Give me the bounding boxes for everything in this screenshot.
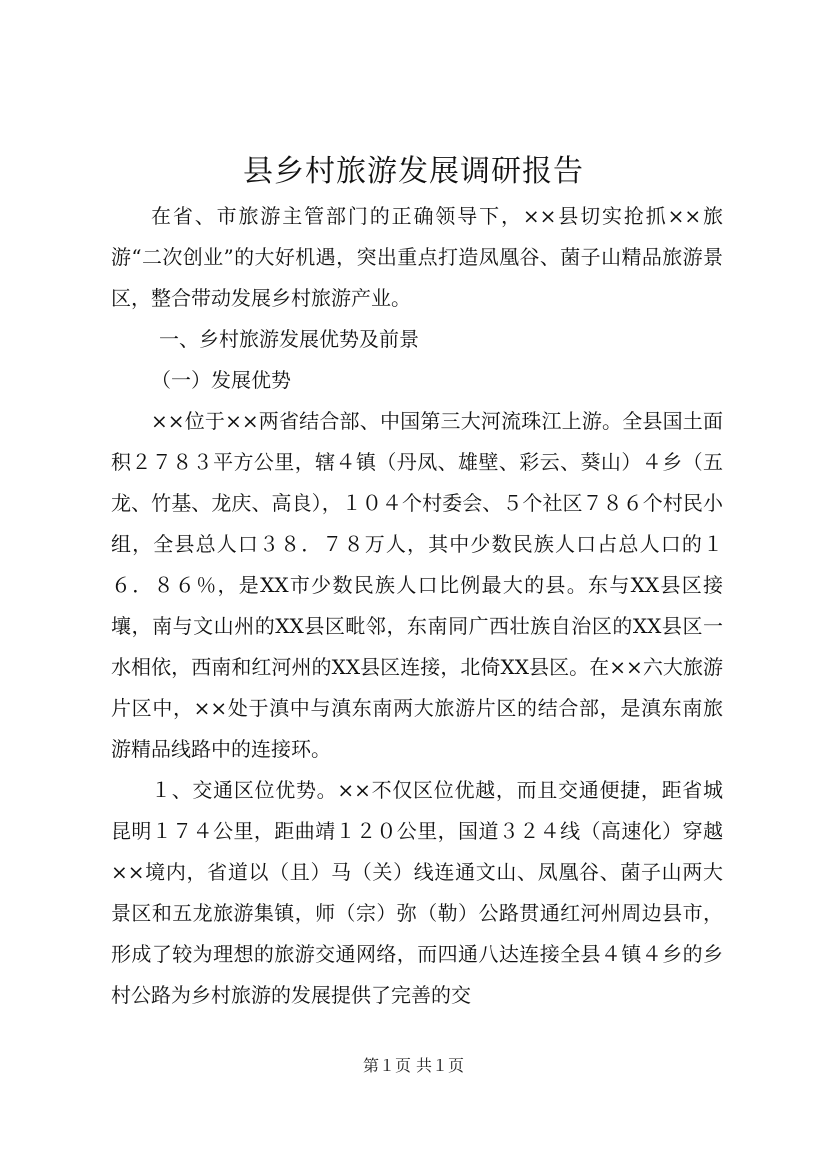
paragraph-intro: 在省、市旅游主管部门的正确领导下，××县切实抢抓××旅游“二次创业”的大好机遇，突出重点打造凤凰谷、菌子山精品旅游景区，整合带动发展乡村旅游产业。	[111, 204, 723, 310]
document-body	[111, 196, 723, 1016]
paragraph-transport: １、交通区位优势。××不仅区位优越，而且交通便捷，距省城昆明１７４公里，距曲靖１２０公里，国道３２４线（高速化）穿越××境内，省道以（且）马（关）线连通文山、凤凰谷、菌子山两大景区和五龙旅游集镇，师（宗）弥（勒）公路贯通红河州周边县市，形成了较为理想的旅游交通网络，而四通八达连接全县４镇４乡的乡村公路为乡村旅游的发展提供了完善的交	[111, 778, 723, 1007]
section-heading: 一、乡村旅游发展优势及前景	[159, 327, 419, 351]
paragraph-location: ××位于××两省结合部、中国第三大河流珠江上游。全县国土面积２７８３平方公里，辖４镇（丹凤、雄壁、彩云、葵山）４乡（五龙、竹基、龙庆、高良），１０４个村委会、５个社区７８６个村民小组，全县总人口３８．７８万人，其中少数民族人口占总人口的１６．８６％，是XX市少数民族人口比例最大的县。东与XX县区接壤，南与文山州的XX县区毗邻，东南同广西壮族自治区的XX县区一水相依，西南和红河州的XX县区连接，北倚XX县区。在××六大旅游片区中，××处于滇中与滇东南两大旅游片区的结合部，是滇东南旅游精品线路中的连接环。	[111, 409, 723, 761]
document-title: 县乡村旅游发展调研报告	[243, 154, 584, 189]
page-footer: 第１页 共１页	[362, 1056, 465, 1075]
subsection-heading: （一）发展优势	[151, 368, 291, 392]
